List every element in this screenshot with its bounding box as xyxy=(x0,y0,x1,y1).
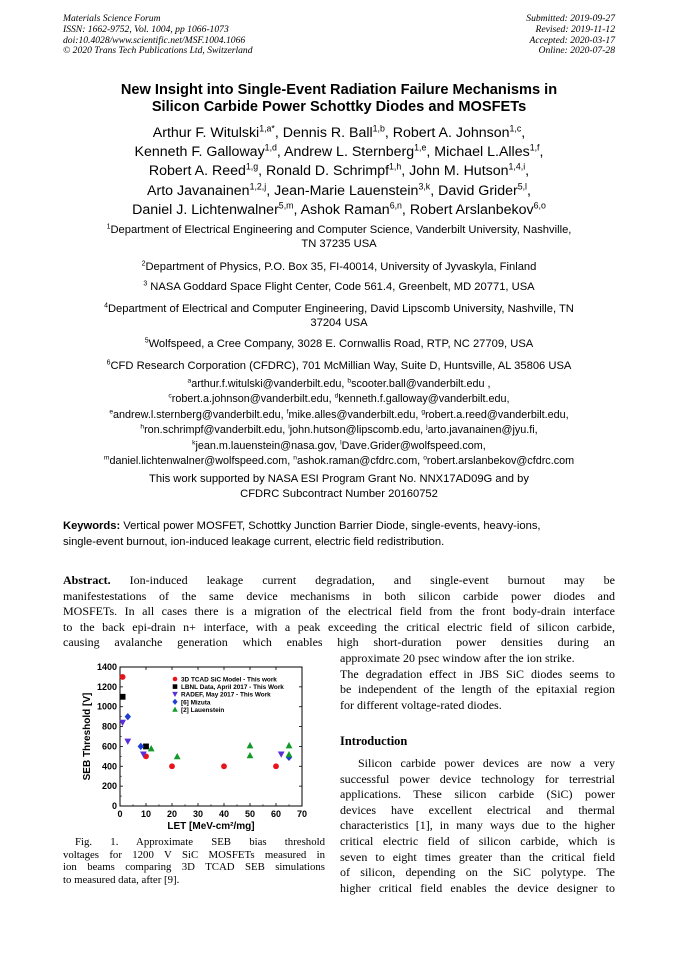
legend-label: LBNL Data, April 2017 - This Work xyxy=(181,684,284,692)
caption-line: ion beams comparing 3D TCAD SEB simulations xyxy=(63,861,325,874)
abstract-line: be independent of the length of the epitaxial region xyxy=(340,682,615,697)
author-mark: 1,h xyxy=(389,161,402,172)
intro-line: higher critical field enables the device designer to xyxy=(340,880,615,895)
affiliation-text: NASA Goddard Space Flight Center, Code 561.4, Greenbelt, MD 20771, USA xyxy=(147,281,535,293)
data-point xyxy=(124,739,131,745)
affiliation-5 xyxy=(63,337,615,351)
data-point xyxy=(125,713,131,720)
date-revised: Revised: 2019-11-12 xyxy=(535,23,615,35)
author-mark: 1,c xyxy=(509,123,522,134)
caption-line: to measured data, after [9]. xyxy=(63,873,180,886)
intro-line: of silicon, depending on the SiC polytype. The xyxy=(340,865,615,880)
affiliation-text: 37204 USA xyxy=(310,317,368,329)
legend-label: [6] Mizuta xyxy=(181,699,211,707)
abstract-line: approximate 20 psec window after the ion strike. xyxy=(340,651,575,665)
author: John M. Hutson xyxy=(409,163,509,180)
author-mark: 1,a* xyxy=(259,123,275,134)
introduction-text xyxy=(340,756,615,896)
email-link[interactable]: arthur.f.witulski@vanderbilt.edu, xyxy=(191,378,348,390)
author-mark: 1,d xyxy=(264,142,277,153)
date-online: Online: 2020-07-28 xyxy=(538,45,615,57)
author-line: Robert A. Reed$^{1,g}$, Ronald D. Schrimpf$^{1,h}$, John M. Hutson$^{1,4,i}$, xyxy=(148,161,530,180)
abstract-line: causing avalanche generation which enables high short-duration power densities during an xyxy=(63,635,615,650)
date-submitted: Submitted: 2019-09-27 xyxy=(526,13,615,24)
email-link[interactable]: mike.alles@vanderbilt.edu, xyxy=(288,408,422,421)
x-tick-label: 30 xyxy=(192,809,204,819)
legend-label: [2] Lauenstein xyxy=(181,706,225,714)
affiliation-3 xyxy=(63,280,615,294)
journal-copyright: © 2020 Trans Tech Publications Ltd, Switzerland xyxy=(63,45,253,57)
legend-label: RADEF, May 2017 - This Work xyxy=(181,691,271,699)
legend-marker xyxy=(173,684,178,689)
x-tick-label: 60 xyxy=(270,809,282,819)
x-tick-label: 20 xyxy=(166,809,178,819)
author: Daniel J. Lichtenwalner xyxy=(132,201,279,218)
y-tick-label: 1000 xyxy=(96,701,117,712)
author-mark: 6,o xyxy=(533,200,546,211)
email-link[interactable]: Dave.Grider@wolfspeed.com, xyxy=(341,439,486,452)
author: Ronald D. Schrimpf xyxy=(266,163,390,180)
data-point xyxy=(273,763,279,769)
author: Kenneth F. Galloway xyxy=(134,144,265,161)
author-mark: 1,b xyxy=(372,123,385,134)
y-tick-label: 400 xyxy=(101,761,117,772)
legend-marker xyxy=(172,692,178,697)
publication-dates xyxy=(526,14,615,57)
author-line: Kenneth F. Galloway$^{1,d}$, Andrew L. Sternberg$^{1,e}$, Michael L.Alles$^{1,f}$, xyxy=(134,142,544,161)
author-mark: 1,e xyxy=(414,142,427,153)
author: Ashok Raman xyxy=(300,201,390,218)
email-link[interactable]: ashok.raman@cfdrc.com, xyxy=(297,455,424,468)
intro-line: Silicon carbide power devices are now a very xyxy=(358,756,615,770)
data-point xyxy=(286,751,293,757)
author-line: Daniel J. Lichtenwalner$^{5,m}$, Ashok Raman$^{6,n}$, Robert Arslanbekov$^{6,o}$ xyxy=(132,200,546,218)
author: Michael L.Alles xyxy=(434,144,530,161)
affiliation-number: 2 xyxy=(141,260,146,268)
data-point xyxy=(286,742,293,748)
affiliation-number: 5 xyxy=(144,337,149,345)
author-mark: 1,2,j xyxy=(249,180,267,191)
y-tick-label: 1400 xyxy=(96,662,117,672)
email-link[interactable]: ron.schrimpf@vanderbilt.edu, xyxy=(144,424,289,437)
abstract-line: The degradation effect in JBS SiC diodes seems to xyxy=(340,666,615,681)
data-point xyxy=(174,753,181,759)
caption-line: Fig. 1. Approximate SEB bias threshold xyxy=(75,836,325,848)
data-point xyxy=(278,751,285,757)
author: Robert A. Reed xyxy=(148,163,246,180)
journal-issn: ISSN: 1662-9752, Vol. 1004, pp 1066-1073 xyxy=(63,23,229,35)
caption-line: voltages for 1200 V SiC MOSFETs measured in xyxy=(63,848,325,861)
author-mark: 5,m xyxy=(278,200,294,211)
email-link[interactable]: daniel.lichtenwalner@wolfspeed.com, xyxy=(109,455,294,468)
y-tick-label: 600 xyxy=(101,741,117,752)
author-mark: 6,n xyxy=(389,200,402,211)
email-link[interactable]: kenneth.f.galloway@vanderbilt.edu, xyxy=(338,393,510,406)
funding-line: CFDRC Subcontract Number 20160752 xyxy=(240,487,438,500)
affiliation-text: CFD Research Corporation (CFDRC), 701 McMillian Way, Suite D, Huntsville, AL 35806 USA xyxy=(110,360,572,372)
affiliation-number: 1 xyxy=(106,223,111,231)
author-mark: 1,f xyxy=(529,142,540,153)
intro-line: characteristics [1], in many ways due to the higher xyxy=(340,818,615,833)
x-axis-label: LET [MeV-cm²/mg] xyxy=(167,821,255,832)
email-link[interactable]: john.hutson@lipscomb.edu, xyxy=(289,424,427,437)
journal-doi[interactable]: doi:10.4028/www.scientific.net/MSF.1004.1066 xyxy=(63,34,246,46)
abstract-label: Abstract. xyxy=(63,573,111,587)
author-mark: 1,4,i xyxy=(508,161,526,172)
paper-title xyxy=(63,82,615,116)
affiliation-2 xyxy=(63,260,615,274)
chart-legend xyxy=(172,677,284,714)
affiliation-text: Department of Electrical and Computer Engineering, David Lipscomb University, Nashville, TN xyxy=(107,303,574,315)
affiliation-number: 6 xyxy=(106,359,111,367)
data-point xyxy=(247,752,254,758)
abstract-line: to the back epi-drain n+ interface, with a peak exceeding the critical electric field of silicon carbide, xyxy=(63,619,615,634)
affiliation-4 xyxy=(63,302,615,330)
author: Robert Arslanbekov xyxy=(409,201,534,218)
email-link[interactable]: robert.arslanbekov@cfdrc.com xyxy=(426,455,575,468)
section-heading-introduction: Introduction xyxy=(340,734,408,748)
intro-line: seven to eight times greater than the critical field xyxy=(340,849,615,864)
author: Andrew L. Sternberg xyxy=(284,144,415,161)
journal-name: Materials Science Forum xyxy=(63,13,161,24)
title-line: Silicon Carbide Power Schottky Diodes and MOSFETs xyxy=(151,99,527,115)
author-line: Arthur F. Witulski$^{1,a*}$, Dennis R. Ball$^{1,b}$, Robert A. Johnson$^{1,c}$, xyxy=(152,123,526,141)
x-tick-label: 40 xyxy=(218,809,230,819)
author-list xyxy=(63,124,615,220)
journal-info xyxy=(63,14,253,57)
author-line: Arto Javanainen$^{1,2,j}$, Jean-Marie Lauenstein$^{3,k}$, David Grider$^{5,l}$, xyxy=(147,180,531,199)
author-mark: 1,g xyxy=(245,161,259,172)
legend-label: 3D TCAD SiC Model - This work xyxy=(181,676,277,684)
y-tick-label: 800 xyxy=(101,721,117,732)
email-link[interactable]: scooter.ball@vanderbilt.edu , xyxy=(351,378,491,390)
affiliation-number: 4 xyxy=(104,302,108,310)
data-point xyxy=(169,763,175,769)
email-link[interactable]: robert.a.johnson@vanderbilt.edu, xyxy=(171,393,335,406)
affiliation-text: Department of Electrical Engineering and Computer Science, Vanderbilt University, Nashville, xyxy=(110,224,572,236)
email-list: $^a$arthur.f.witulski@vanderbilt.edu, $^b$scooter.ball@vanderbilt.edu , $^c$robert.a.johnson@vanderbilt.edu, $^d$kenneth.f.galloway@vanderbilt.edu, $^e$andrew.l.sternberg@vanderbilt.edu, $^f$mike.alles@vanderbilt.edu, $^g$robert.a.reed@vanderbilt.edu, $^h$ron.schrimpf@vanderbilt.edu, $^i$john.hutson@lipscomb.edu, $^j$arto.javanainen@jyu.fi, $^k$jean.m.lauenstein@nasa.gov, $^l$Dave.Grider@wolfspeed.com, $^m$daniel.lichtenwalner@wolfspeed.com, $^n$ashok.raman@cfdrc.com, $^o$robert.arslanbekov@cfdrc.com xyxy=(103,377,575,468)
intro-line: devices have excellent electrical and thermal xyxy=(340,802,615,817)
email-link[interactable]: robert.a.reed@vanderbilt.edu, xyxy=(425,408,569,421)
intro-line: applications. These silicon carbide (SiC) power xyxy=(340,787,615,802)
keywords-text: Vertical power MOSFET, Schottky Junction Barrier Diode, single-events, heavy-ions, xyxy=(120,520,541,532)
intro-line: critical electric field of silicon carbide, which is xyxy=(340,833,615,848)
abstract-line xyxy=(63,573,615,589)
data-point xyxy=(221,763,227,769)
affiliation-6 xyxy=(63,359,615,373)
email-link[interactable]: andrew.l.sternberg@vanderbilt.edu, xyxy=(113,408,287,421)
author: Dennis R. Ball xyxy=(282,125,373,141)
affiliation-number: 3 xyxy=(143,280,148,288)
title-line: New Insight into Single-Event Radiation Failure Mechanisms in xyxy=(120,82,558,98)
email-link[interactable]: arto.javanainen@jyu.fi, xyxy=(427,424,538,437)
funding-statement xyxy=(63,472,615,501)
y-axis-label: SEB Threshold [V] xyxy=(82,692,93,781)
y-tick-label: 0 xyxy=(111,801,117,811)
author: Arto Javanainen xyxy=(147,182,250,199)
funding-line: This work supported by NASA ESI Program Grant No. NNX17AD09G and by xyxy=(149,473,529,485)
legend-marker xyxy=(173,677,178,682)
keywords-label: Keywords: xyxy=(63,520,121,532)
x-tick-label: 70 xyxy=(296,809,308,819)
legend-marker xyxy=(172,699,177,705)
data-point xyxy=(138,743,144,750)
x-tick-label: 0 xyxy=(117,809,123,819)
intro-line: successful power device technology for terrestrial xyxy=(340,771,615,786)
abstract-line: manifestestations of the same device mechanisms in both silicon carbide power diodes and xyxy=(63,588,615,603)
abstract-line: MOSFETs. In all cases there is a migration of the electrical field from the front body-drain interface xyxy=(63,604,615,619)
x-tick-label: 10 xyxy=(140,809,152,819)
keywords-text: single-event burnout, ion-induced leakage current, electric field redistribution. xyxy=(63,535,445,548)
affiliation-text: TN 37235 USA xyxy=(301,238,377,250)
y-tick-label: 200 xyxy=(101,781,117,792)
email-link[interactable]: jean.m.lauenstein@nasa.gov, xyxy=(195,439,341,452)
author-mark: 5,l xyxy=(517,180,528,191)
author: David Grider xyxy=(438,182,518,199)
date-accepted: Accepted: 2020-03-17 xyxy=(529,34,615,46)
abstract-line: for different voltage-rated diodes. xyxy=(340,697,502,712)
affiliation-text: Wolfspeed, a Cree Company, 3028 E. Cornwallis Road, RTP, NC 27709, USA xyxy=(148,338,534,350)
data-point xyxy=(247,742,254,748)
author: Arthur F. Witulski xyxy=(152,125,260,141)
abstract-continued xyxy=(340,651,615,713)
data-point xyxy=(120,674,126,680)
abstract-text: Ion-induced leakage current degradation, and single-event burnout may be xyxy=(110,573,615,587)
author-mark: 3,k xyxy=(418,180,431,191)
figure-caption xyxy=(63,836,325,886)
y-tick-label: 1200 xyxy=(96,681,117,692)
seb-threshold-chart xyxy=(63,658,318,834)
keywords xyxy=(63,519,615,550)
data-point xyxy=(120,694,126,700)
legend-marker xyxy=(172,707,178,712)
author: Robert A. Johnson xyxy=(392,125,510,141)
affiliation-text: Department of Physics, P.O. Box 35, FI-40014, University of Jyvaskyla, Finland xyxy=(145,261,537,273)
author: Jean-Marie Lauenstein xyxy=(274,182,419,199)
affiliation-1 xyxy=(63,223,615,251)
x-tick-label: 50 xyxy=(244,809,256,819)
